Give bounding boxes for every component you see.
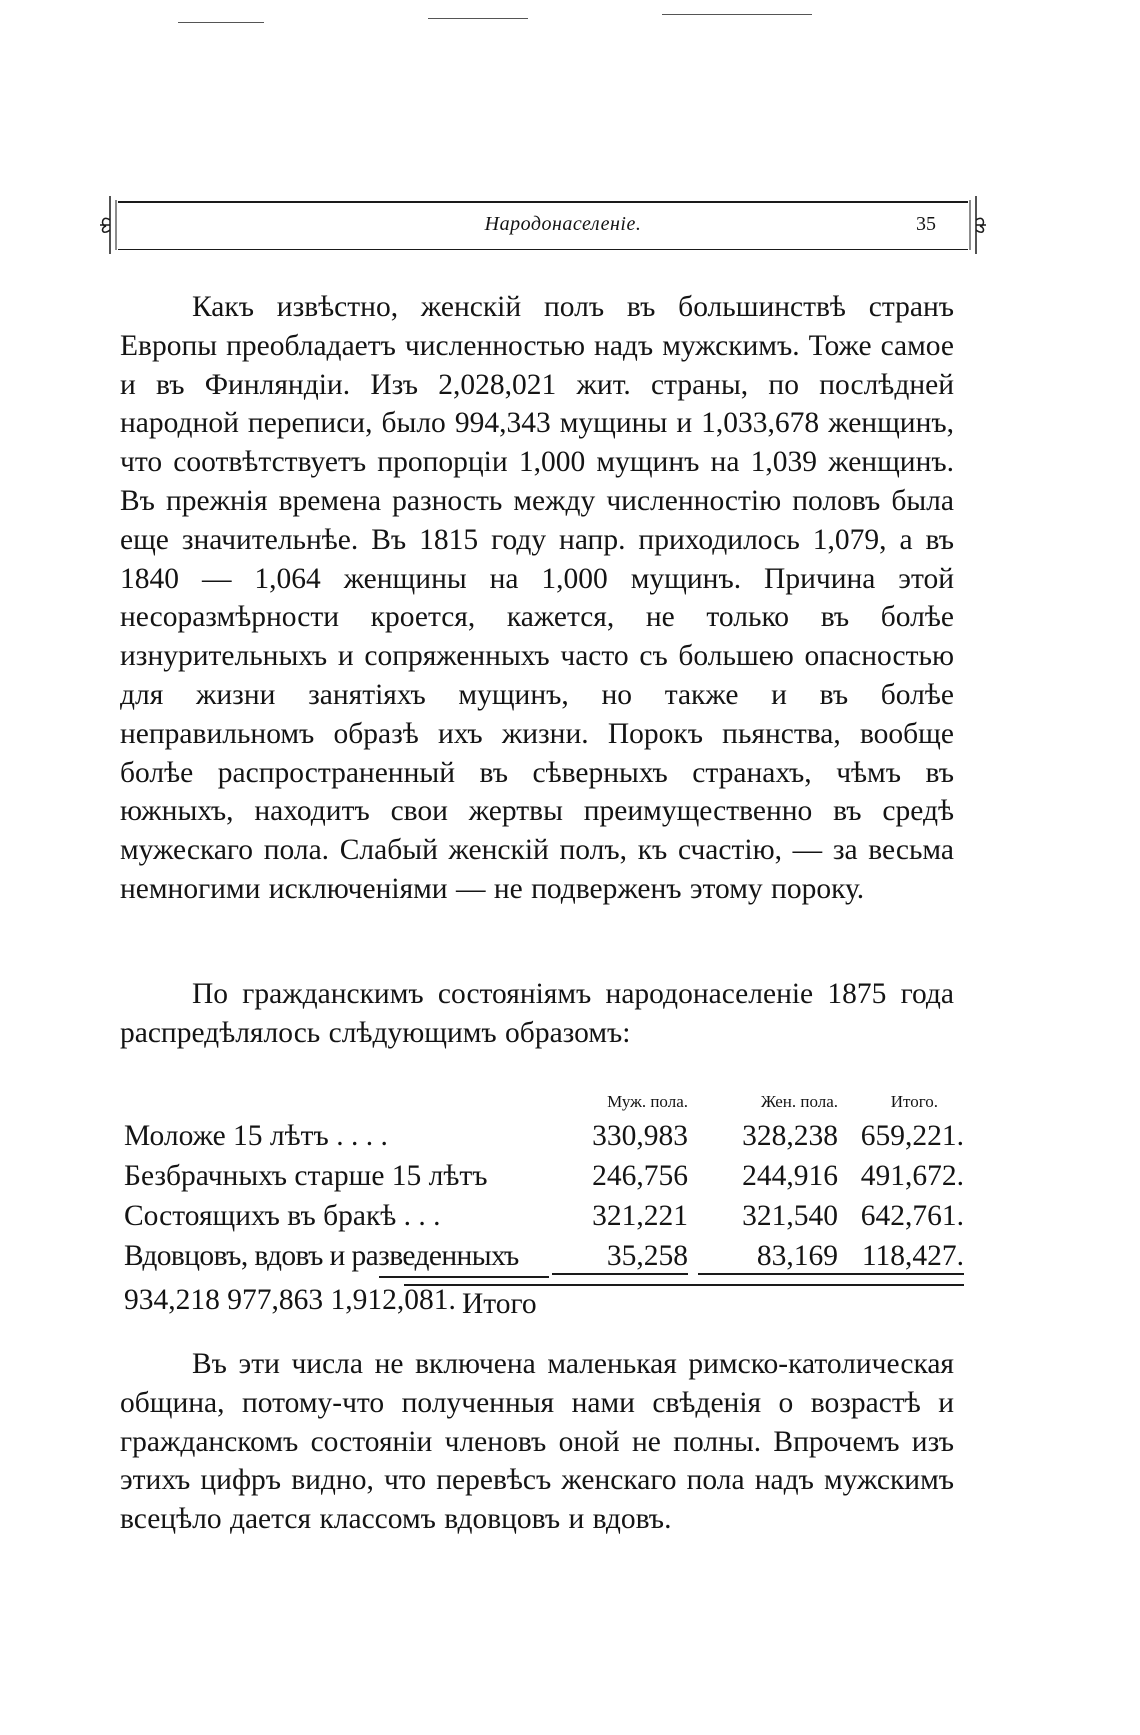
row-underline — [379, 1276, 549, 1278]
cell-female: 83,169 — [698, 1240, 838, 1275]
row-label: Вдовцовъ, вдовъ и разведенныхъ — [124, 1240, 519, 1272]
total-female: 977,863 — [227, 1284, 324, 1316]
header-female: Жен. пола. — [760, 1092, 838, 1111]
total-label: Итого — [462, 1288, 537, 1320]
cell-male: 246,756 — [592, 1160, 688, 1192]
row-label: Моложе 15 лѣтъ . . . . — [124, 1120, 388, 1152]
cell-male: 321,221 — [592, 1200, 688, 1232]
cell-total: 642,761. — [860, 1200, 964, 1232]
cell-total: 491,672. — [860, 1160, 964, 1192]
civil-status-table — [124, 1082, 962, 1330]
header-male: Муж. пола. — [607, 1092, 688, 1111]
table-row — [124, 1238, 962, 1278]
table-row — [124, 1158, 962, 1198]
total-male: 934,218 — [124, 1284, 220, 1316]
head-rule-top — [118, 201, 968, 203]
scan-artifact — [178, 22, 264, 23]
cell-total: 659,221. — [860, 1120, 964, 1152]
table-header — [124, 1082, 962, 1118]
table-row — [124, 1118, 962, 1158]
paragraph-civil-status-intro: По гражданскимъ состояніямъ народонаселеніе 1875 года распредѣлялось слѣдующимъ образомъ: — [120, 978, 954, 1049]
paragraph-note: Въ эти числа не включена маленькая римско-католическая община, потому-что полученныя нами свѣденія о возрастѣ и гражданскомъ состояніи членовъ оной не полны. Впрочемъ изъ этихъ цифръ видно, что перевѣсъ женскаго пола надъ мужскимъ всецѣло дается классомъ вдовцовъ и вдовъ. — [120, 1348, 954, 1536]
cell-female: 328,238 — [742, 1120, 838, 1152]
head-rule-bottom — [118, 249, 968, 250]
paragraph-sex-ratio — [120, 288, 954, 909]
row-label: Состоящихъ въ бракѣ . . . — [124, 1200, 441, 1232]
running-head — [98, 196, 988, 252]
row-label: Безбрачныхъ старше 15 лѣтъ — [124, 1160, 488, 1192]
header-total: Итого. — [890, 1092, 938, 1111]
scan-artifact — [428, 18, 528, 19]
cell-male: 35,258 — [552, 1240, 688, 1275]
scan-artifact — [662, 14, 812, 15]
cell-male: 330,983 — [592, 1120, 688, 1152]
total-total: 1,912,081. — [330, 1284, 456, 1316]
cell-female: 244,916 — [742, 1160, 838, 1192]
cell-female: 321,540 — [742, 1200, 838, 1232]
table-row — [124, 1198, 962, 1238]
paragraph-text: Какъ извѣстно, женскій полъ въ большинствѣ странъ Европы преобладаетъ численностью надъ мужскимъ. Тоже самое и въ Финляндіи. Изъ 2,028,021 жит. страны, по послѣдней народной переписи, было 994,343 мущины и 1,033,678 женщинъ, что соотвѣтствуетъ пропорціи 1,000 мущинъ на 1,039 женщинъ. Въ прежнія времена разность между численностію половъ была еще значительнѣе. Въ 1815 году напр. приходилось 1,079, а въ 1840 — 1,064 женщины на 1,000 мущинъ. Причина этой несоразмѣрности кроется, кажется, не только въ болѣе изнурительныхъ и сопряженныхъ часто съ большею опасностью для жизни занятіяхъ мущинъ, но также и въ болѣе неправильномъ образѣ ихъ жизни. Порокъ пьянства, вообще болѣе распространенный въ сѣверныхъ странахъ, чѣмъ въ южныхъ, находитъ свои жертвы преимущественно въ средѣ мужескаго пола. Слабый женскій полъ, къ счастію, — за весьма немногими исключеніями — не подверженъ этому пороку. — [120, 291, 954, 905]
cell-total: 118,427. — [838, 1240, 964, 1275]
running-head-title: Народонаселеніе. — [484, 213, 642, 235]
total-rule — [404, 1284, 964, 1286]
page-number: 35 — [916, 213, 936, 235]
right-ornament-icon — [964, 196, 988, 254]
table-total-row — [124, 1284, 962, 1330]
